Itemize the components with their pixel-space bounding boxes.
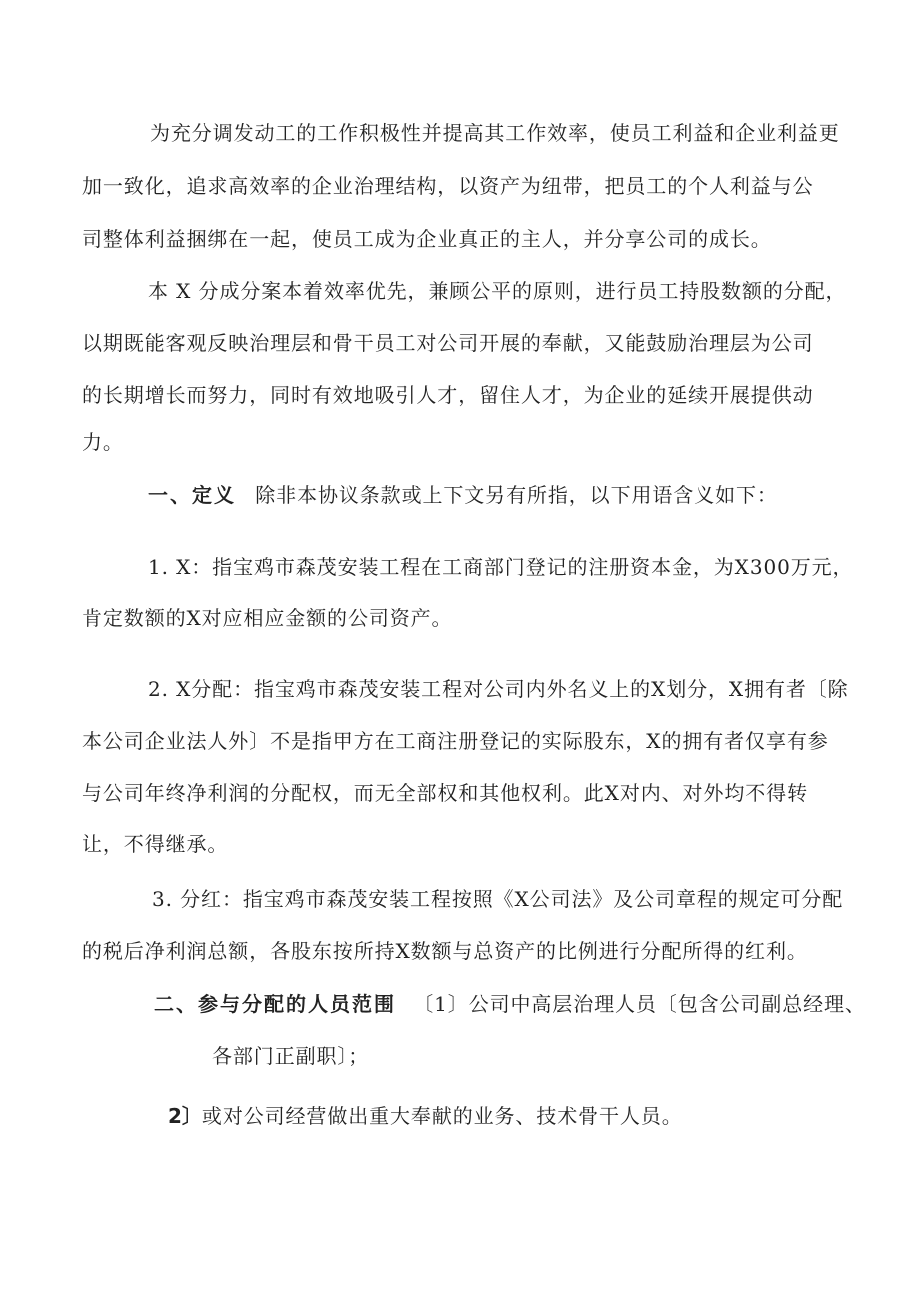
section-two — [154, 992, 866, 1016]
paragraph-line: 以期既能客观反映治理层和骨干员工对公司开展的奉献，又能鼓励治理层为公司 — [82, 331, 814, 355]
paragraph-line: 的长期增长而努力，同时有效地吸引人才，留住人才，为企业的延续开展提供动 — [82, 383, 814, 407]
definition-line: 3. 分红：指宝鸡市森茂安装工程按照《X公司法》及公司章程的规定可分配 — [152, 887, 844, 911]
section-heading: 一、定义 — [148, 483, 236, 507]
paragraph-line: 司整体利益捆绑在一起，使员工成为企业真正的主人，并分享公司的成长。 — [82, 227, 772, 251]
item-text: 或对公司经营做出重大奉献的业务、技术骨干人员。 — [201, 1104, 683, 1128]
paragraph-line: 加一致化，追求高效率的企业治理结构，以资产为纽带，把员工的个人利益与公 — [82, 174, 814, 198]
paragraph-line: 力。 — [82, 430, 124, 454]
definition-line: 的税后净利润总额，各股东按所持X数额与总资产的比例进行分配所得的红利。 — [82, 939, 808, 963]
definition-line: 本公司企业法人外〕不是指甲方在工商注册登记的实际股东，X的拥有者仅享有参 — [82, 729, 829, 753]
definition-line: 2. X分配：指宝鸡市森茂安装工程对公司内外名义上的X划分，X拥有者〔除 — [148, 677, 849, 701]
definition-line: 1. X：指宝鸡市森茂安装工程在工商部门登记的注册资本金，为X300万元， — [148, 555, 854, 579]
section-item — [168, 1104, 683, 1128]
section-text: 除非本协议条款或上下文另有所指，以下用语含义如下： — [255, 483, 778, 507]
item-number: 2〕 — [168, 1104, 202, 1128]
section-text: 〔1〕公司中高层治理人员〔包含公司副总经理、 — [413, 992, 866, 1016]
definition-line: 与公司年终净利润的分配权，而无全部权和其他权利。此X对内、对外均不得转 — [82, 781, 808, 805]
paragraph-line: 本 X 分成分案本着效率优先，兼顾公平的原则，进行员工持股数额的分配， — [148, 279, 847, 303]
section-one — [148, 483, 778, 507]
definition-line: 让，不得继承。 — [82, 832, 229, 856]
paragraph-line: 为充分调发动工的工作积极性并提高其工作效率，使员工利益和企业利益更 — [150, 121, 840, 145]
section-text: 各部门正副职〕； — [212, 1044, 370, 1068]
section-heading: 二、参与分配的人员范围 — [154, 992, 396, 1016]
definition-line: 肯定数额的X对应相应金额的公司资产。 — [82, 606, 453, 630]
